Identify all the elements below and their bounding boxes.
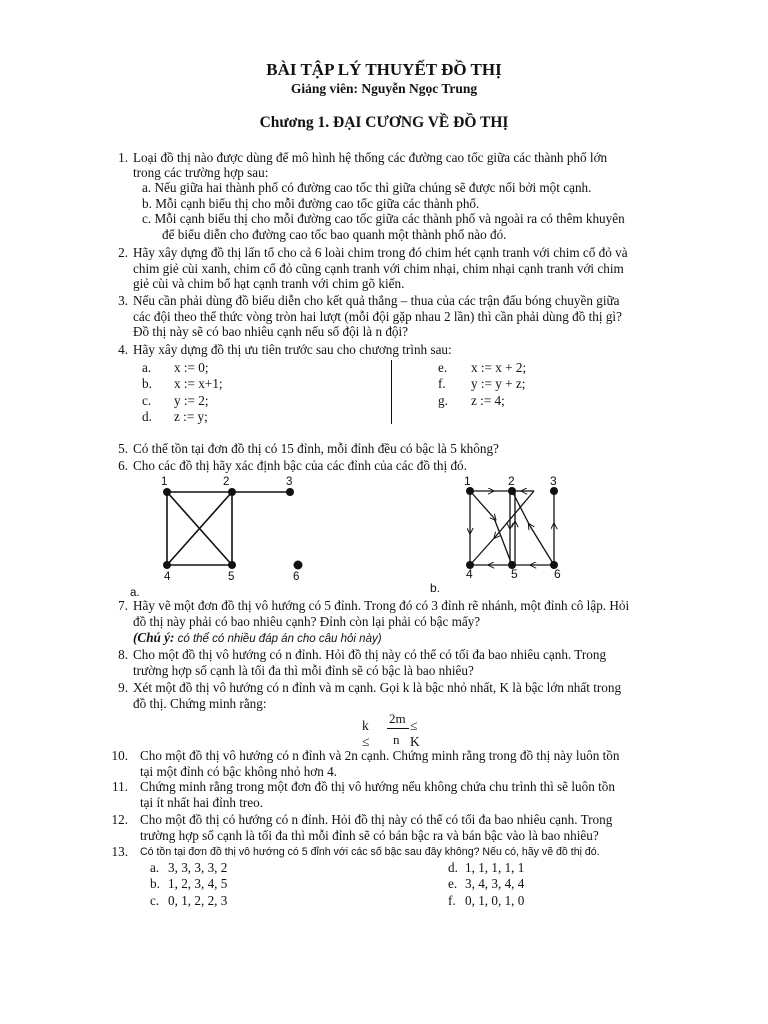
graph-a-label-4: 4	[164, 571, 171, 583]
graph-b-label-2: 2	[508, 474, 515, 488]
q6-line1: Cho các đồ thị hãy xác định bậc của các đỉnh của các đồ thị đó.	[133, 458, 467, 473]
q4-left-val-a: x := 0;	[174, 360, 209, 375]
q7-line1: Hãy vẽ một đơn đồ thị vô hướng có 5 đỉnh. Trong đó có 3 đỉnh rẽ nhánh, một đỉnh cô lập. Hỏi	[133, 598, 630, 613]
q10-number: 10.	[111, 748, 128, 763]
q13-right-key-f: f.	[448, 893, 456, 908]
q1-option-a: a. Nếu giữa hai thành phố có đường cao tốc thì giữa chúng sẽ được nối bởi một cạnh.	[142, 180, 592, 195]
q13-left-val-c: 0, 1, 2, 2, 3	[168, 893, 228, 908]
graph-b-label-5: 5	[511, 567, 518, 581]
q10-line1: Cho một đồ thị vô hướng có n đỉnh và 2n cạnh. Chứng minh rằng trong đồ thị này luôn tồn	[140, 748, 620, 763]
lecturer-line: Giảng viên: Nguyễn Ngọc Trung	[290, 81, 478, 96]
q11-line1: Chứng minh rằng trong một đơn đồ thị vô hướng nếu không chứa chu trình thì sẽ luôn tồn	[140, 779, 615, 794]
q4-left-key-a: a.	[142, 360, 152, 375]
graph-b-edge-6-2	[530, 526, 554, 565]
formula-right: ≤ K	[410, 718, 420, 749]
q12-number: 12.	[111, 812, 128, 827]
q7-note-text: có thể có nhiều đáp án cho câu hỏi này)	[174, 633, 382, 645]
graph-a-label-3: 3	[286, 476, 293, 488]
q6-number: 6.	[118, 458, 128, 473]
q1-number: 1.	[118, 150, 128, 165]
q4-number: 4.	[118, 342, 128, 357]
q13-left-key-a: a.	[150, 860, 160, 875]
formula-left: k ≤	[362, 718, 370, 749]
q10-line2: tại một đỉnh có bậc không nhỏ hơn 4.	[140, 764, 338, 779]
graph-a-vertex-5	[228, 561, 236, 569]
graph-b-edge-1-5	[470, 491, 494, 518]
q13-right-key-d: d.	[448, 860, 458, 875]
graph-b-diagram	[424, 474, 574, 598]
q4-right-val-e: x := x + 2;	[471, 360, 527, 375]
graph-a-caption: a.	[130, 587, 140, 598]
graph-b-label-6: 6	[554, 567, 561, 581]
q1-option-b: b. Mỗi cạnh biểu thị cho mỗi đường cao tốc giữa các thành phố.	[142, 196, 480, 211]
graph-b-label-3: 3	[550, 474, 557, 488]
graph-a-diagram	[120, 474, 320, 598]
q11-line2: tại ít nhất hai đỉnh treo.	[140, 795, 264, 810]
graph-b-vertex-3	[550, 487, 558, 495]
q13-left-key-b: b.	[150, 876, 160, 891]
graph-a-label-1: 1	[161, 476, 168, 488]
q4-column-divider	[391, 360, 392, 424]
q1-option-c-line2: để biểu diễn cho đường cao tốc bao quanh một thành phố nào đó.	[162, 227, 507, 242]
q7-note-label: (Chú ý:	[133, 630, 175, 645]
q2-number: 2.	[118, 245, 128, 260]
q13-line1: Có tồn tại đơn đồ thị vô hướng có 5 đỉnh với các số bậc sau đây không? Nếu có, hãy vẽ đồ thị đó.	[140, 846, 600, 858]
q13-right-val-d: 1, 1, 1, 1, 1	[465, 860, 525, 875]
q2-line1: Hãy xây dựng đồ thị lấn tổ cho cả 6 loài chim trong đó chim hét cạnh tranh với chim cổ đỏ và	[133, 245, 628, 260]
formula-fraction-bar	[387, 728, 409, 729]
q13-right-val-e: 3, 4, 3, 4, 4	[465, 876, 525, 891]
q9-line2: đồ thị. Chứng minh rằng:	[133, 696, 267, 711]
graph-b-label-4: 4	[466, 567, 473, 581]
q4-left-key-c: c.	[142, 393, 152, 408]
q4-left-val-d: z := y;	[174, 409, 208, 424]
formula-numerator: 2m	[389, 711, 406, 726]
q2-line2: chim giẻ cùi xanh, chim cổ đỏ cũng cạnh tranh với chim nhại, chim nhại cạnh tranh với chim	[133, 261, 624, 276]
graph-b-label-1: 1	[464, 474, 471, 488]
q4-right-val-f: y := y + z;	[471, 376, 526, 391]
q1-line2: trong các trường hợp sau:	[133, 165, 269, 180]
q8-line1: Cho một đồ thị vô hướng có n đỉnh. Hỏi đồ thị này có thể có tối đa bao nhiêu cạnh. Trong	[133, 647, 607, 662]
q8-number: 8.	[118, 647, 128, 662]
q7-number: 7.	[118, 598, 128, 613]
graph-a-label-2: 2	[223, 476, 230, 488]
q9-line1: Xét một đồ thị vô hướng có n đỉnh và m cạnh. Gọi k là bậc nhỏ nhất, K là bậc lớn nhất trong	[133, 680, 622, 695]
graph-a-vertex-3	[286, 488, 294, 496]
q5-number: 5.	[118, 441, 128, 456]
q13-right-val-f: 0, 1, 0, 1, 0	[465, 893, 525, 908]
q3-number: 3.	[118, 293, 128, 308]
q2-line3: giẻ cùi và chim bổ hạt cạnh tranh với chim gõ kiến.	[133, 276, 405, 291]
q4-right-key-g: g.	[438, 393, 448, 408]
graph-a-vertex-6	[294, 561, 303, 570]
q13-left-val-a: 3, 3, 3, 3, 2	[168, 860, 228, 875]
q13-left-val-b: 1, 2, 3, 4, 5	[168, 876, 228, 891]
q4-right-key-f: f.	[438, 376, 446, 391]
q1-option-c-line1: c. Mỗi cạnh biểu thị cho mỗi đường cao tốc giữa các thành phố và ngoài ra có thêm khuyên	[142, 211, 625, 226]
q13-number: 13.	[111, 844, 128, 859]
q7-line2: đồ thị này phải có bao nhiêu cạnh? Đỉnh còn lại phải có bậc mấy?	[133, 614, 481, 629]
document-title: BÀI TẬP LÝ THUYẾT ĐỒ THỊ	[266, 60, 502, 79]
q13-left-key-c: c.	[150, 893, 160, 908]
q13-right-key-e: e.	[448, 876, 458, 891]
graph-a-label-5: 5	[228, 571, 235, 583]
chapter-heading: Chương 1. ĐẠI CƯƠNG VỀ ĐỒ THỊ	[259, 114, 509, 131]
q4-left-val-c: y := 2;	[174, 393, 209, 408]
q3-line1: Nếu cần phải dùng đồ biểu diễn cho kết quả thắng – thua của các trận đấu bóng chuyền giữa	[133, 293, 620, 308]
q5-line1: Có thể tồn tại đơn đồ thị có 15 đỉnh, mỗi đỉnh đều có bậc là 5 không?	[133, 441, 499, 456]
graph-b-caption: b.	[430, 581, 441, 595]
graph-a-vertex-2	[228, 488, 236, 496]
q3-line2: các đội theo thể thức vòng tròn hai lượt (mỗi đội gặp nhau 2 lần) thì cần phải dùng đồ thị gì?	[133, 309, 622, 324]
q4-left-key-b: b.	[142, 376, 152, 391]
q8-line2: trường hợp số cạnh là tối đa thì mỗi đỉnh sẽ có bậc là bao nhiêu?	[133, 663, 474, 678]
q4-line1: Hãy xây dựng đồ thị ưu tiên trước sau cho chương trình sau:	[133, 342, 452, 357]
q4-left-key-d: d.	[142, 409, 152, 424]
q1-line1: Loại đồ thị nào được dùng để mô hình hệ thống các đường cao tốc giữa các thành phố lớn	[133, 150, 608, 165]
graph-b-vertex-2	[508, 487, 516, 495]
q7-note	[133, 630, 382, 648]
q12-line2: trường hợp số cạnh là tối đa thì mỗi đỉnh sẽ có bán bậc ra và bán bậc vào là bao nhiêu?	[140, 828, 599, 843]
q9-number: 9.	[118, 680, 128, 695]
graph-a-vertex-1	[163, 488, 171, 496]
graph-a-label-6: 6	[293, 571, 300, 583]
graph-b-vertex-1	[466, 487, 474, 495]
q3-line3: Đồ thị này sẽ có bao nhiêu cạnh nếu số đội là n đội?	[133, 324, 409, 339]
q12-line1: Cho một đồ thị có hướng có n đỉnh. Hỏi đồ thị này có thể có tối đa bao nhiêu cạnh. Trong	[140, 812, 613, 827]
q11-number: 11.	[112, 779, 128, 794]
formula-denominator: n	[393, 732, 400, 747]
q4-left-val-b: x := x+1;	[174, 376, 223, 391]
graph-a-vertex-4	[163, 561, 171, 569]
q4-right-key-e: e.	[438, 360, 448, 375]
q4-right-val-g: z := 4;	[471, 393, 505, 408]
